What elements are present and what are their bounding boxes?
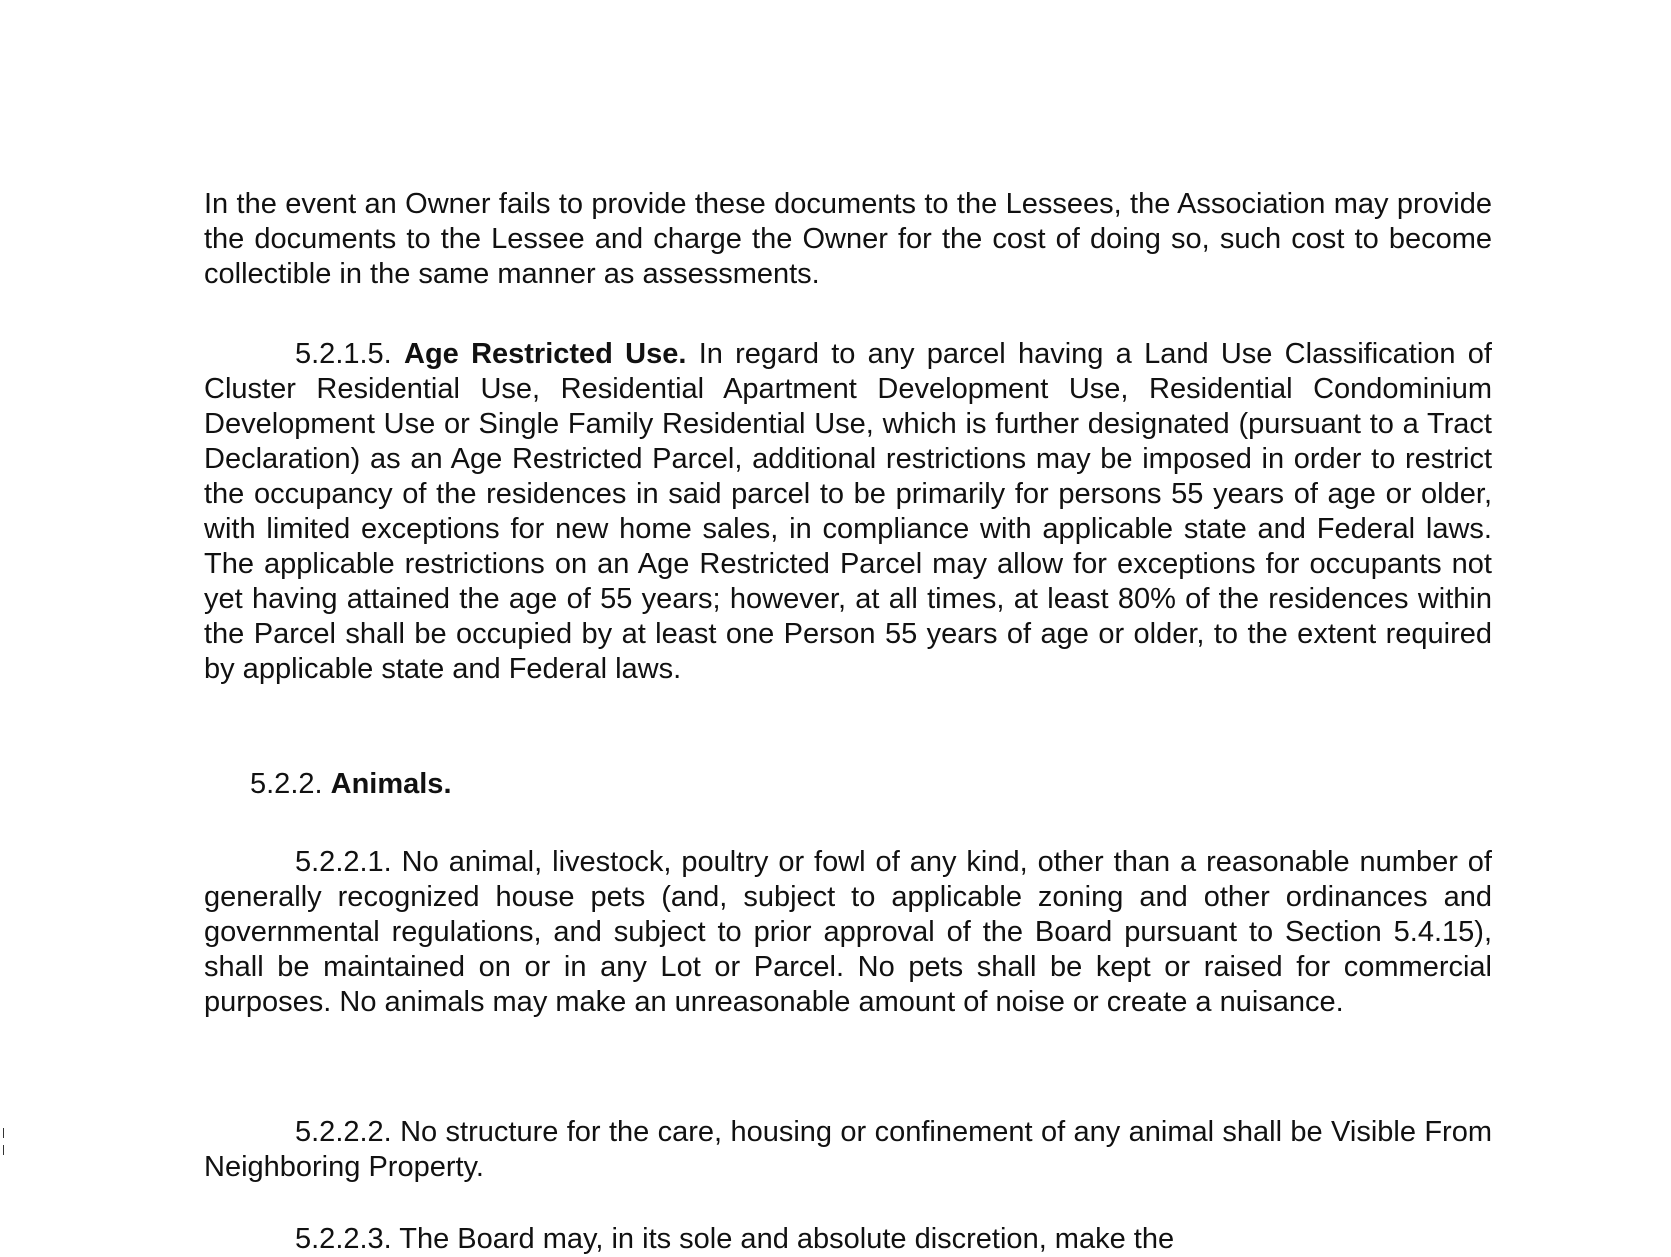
paragraph-5-2-2-2: 5.2.2.2. No structure for the care, housing or confinement of any animal shall be Visible From Neighboring Property. bbox=[204, 1116, 1492, 1183]
section-heading-animals bbox=[250, 767, 452, 802]
paragraph-lessee-documents: In the event an Owner fails to provide these documents to the Lessees, the Association may provide the documents to the Lessee and charge the Owner for the cost of doing so, such cost to become collectible in the same manner as assessments. bbox=[204, 188, 1492, 290]
margin-tick-mark bbox=[3, 1128, 4, 1138]
section-number-5-2-2: 5.2.2. bbox=[250, 768, 323, 800]
section-number-5-2-1-5: 5.2.1.5. bbox=[295, 338, 392, 370]
paragraph-5-2-2-3-cutoff: 5.2.2.3. The Board may, in its sole and absolute discretion, make the bbox=[295, 1223, 1175, 1255]
paragraph-5-2-2-1: 5.2.2.1. No animal, livestock, poultry or fowl of any kind, other than a reasonable number of generally recognized house pets (and, subject to applicable zoning and other ordinances and governmental regulations, and subject to prior approval of the Board pursuant to Section 5.4.15), shall be maintained on or in any Lot or Parcel. No pets shall be kept or raised for commercial purposes. No animals may make an unreasonable amount of noise or create a nuisance. bbox=[204, 846, 1492, 1018]
paragraph-age-restricted-use bbox=[204, 337, 1492, 687]
margin-tick-mark bbox=[3, 1145, 4, 1155]
body-age-restricted-use: In regard to any parcel having a Land Use Classification of Cluster Residential Use, Residential Apartment Development Use, Residential Condominium Development Use or Single Family Residential Use, which is further designated (pursuant to a Tract Declaration) as an Age Restricted Parcel, additional restrictions may be imposed in order to restrict the occupancy of the residences in said parcel to be primarily for persons 55 years of age or older, with limited exceptions for new home sales, in compliance with applicable state and Federal laws. The applicable restrictions on an Age Restricted Parcel may allow for exceptions for occupants not yet having attained the age of 55 years; however, at all times, at least 80% of the residences within the Parcel shall be occupied by at least one Person 55 years of age or older, to the extent required by applicable state and Federal laws. bbox=[204, 338, 1492, 685]
heading-animals: Animals. bbox=[330, 768, 452, 800]
heading-age-restricted-use: Age Restricted Use. bbox=[404, 338, 687, 370]
